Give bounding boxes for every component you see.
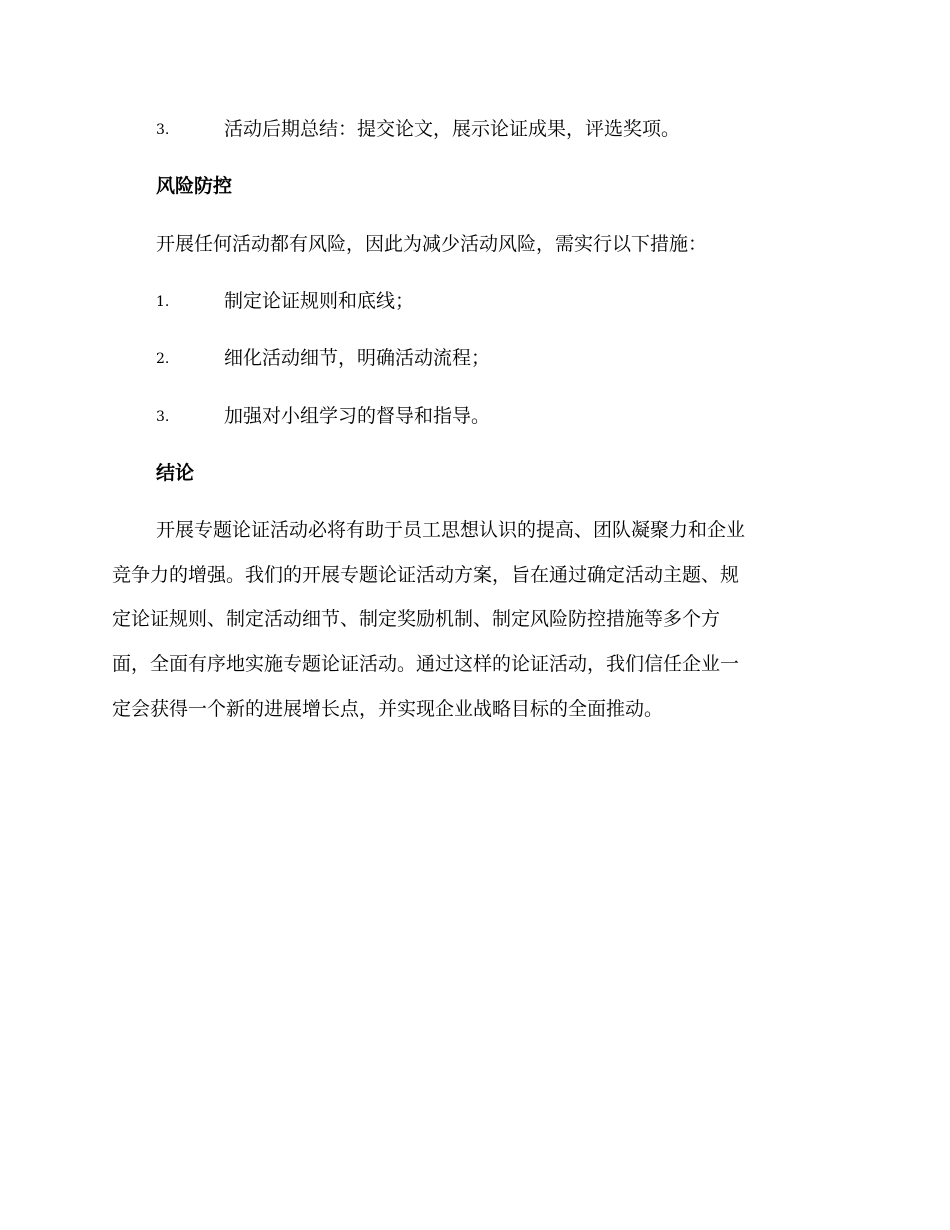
- conclusion-line: 定论证规则、制定活动细节、制定奖励机制、制定风险防控措施等多个方: [112, 608, 721, 630]
- conclusion-line: 定会获得一个新的进展增长点，并实现企业战略目标的全面推动。: [112, 698, 664, 720]
- list-text: 制定论证规则和底线；: [224, 290, 415, 312]
- list-item: [156, 286, 856, 316]
- risk-intro-paragraph: 开展任何活动都有风险，因此为减少活动风险，需实行以下措施：: [156, 233, 708, 255]
- list-number: 1.: [156, 294, 170, 310]
- list-number: 2.: [156, 351, 170, 367]
- list-number: 3.: [156, 122, 170, 138]
- conclusion-line: 竞争力的增强。我们的开展专题论证活动方案，旨在通过确定活动主题、规: [112, 564, 740, 586]
- list-item: [156, 343, 856, 373]
- list-text: 活动后期总结：提交论文，展示论证成果，评选奖项。: [224, 118, 681, 140]
- list-item: [156, 114, 856, 144]
- conclusion-line: 开展专题论证活动必将有助于员工思想认识的提高、团队凝聚力和企业: [156, 519, 746, 541]
- list-text: 加强对小组学习的督导和指导。: [224, 405, 491, 427]
- section-heading-risk: 风险防控: [156, 175, 233, 197]
- list-text: 细化活动细节，明确活动流程；: [224, 347, 491, 369]
- list-number: 3.: [156, 409, 170, 425]
- section-heading-conclusion: 结论: [156, 462, 195, 484]
- list-item: [156, 401, 856, 431]
- conclusion-line: 面，全面有序地实施专题论证活动。通过这样的论证活动，我们信任企业一: [112, 653, 740, 675]
